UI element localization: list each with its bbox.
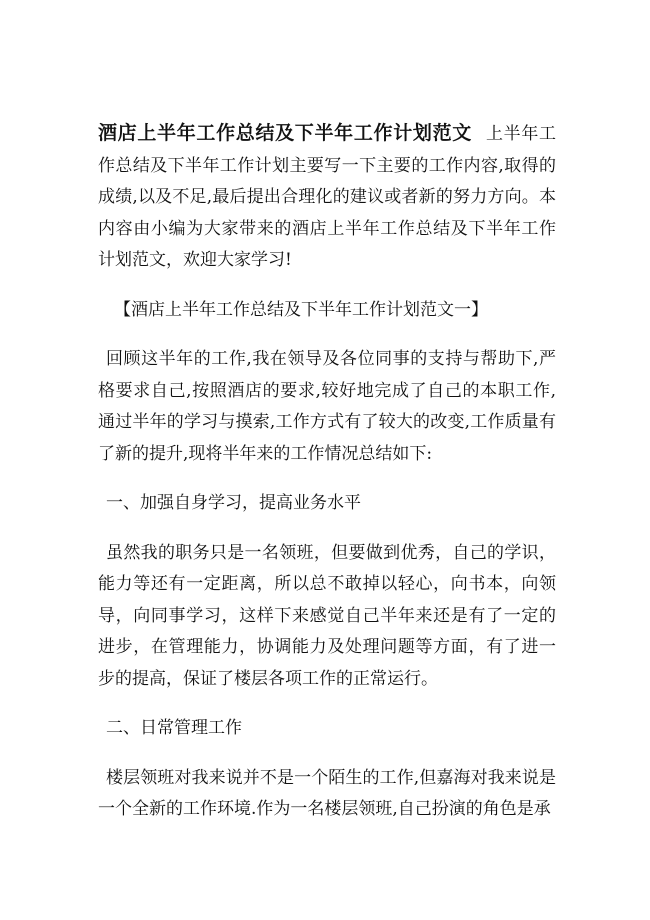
heading-study: 一、加强自身学习，提高业务水平 bbox=[106, 493, 361, 513]
intro-text: 年工作总结及下半年工作计划主要写一下主要的工作内容,取得的成绩,以及不足,最后提出合理化的建议或者新的努力方向。本内容由小编为大家带来的酒店上半年工作总结及下半年工作计划范文，欢迎大家学习! bbox=[98, 124, 557, 270]
paragraph-review: 回顾这半年的工作,我在领导及各位同事的支持与帮助下,严格要求自己,按照酒店的要求,较好地完成了自己的本职工作,通过半年的学习与摸索,工作方式有了较大的改变,工作质量有了新的提升,现将半年来的工作情况总结如下: bbox=[98, 349, 556, 464]
intro-lead: 上半 bbox=[485, 124, 522, 144]
section-title: 【酒店上半年工作总结及下半年工作计划范文一】 bbox=[114, 299, 488, 320]
document-title: 酒店上半年工作总结及下半年工作计划范文 bbox=[98, 122, 472, 144]
intro-paragraph bbox=[98, 118, 556, 277]
paragraph-study: 虽然我的职务只是一名领班，但要做到优秀，自己的学识，能力等还有一定距离，所以总不敢掉以轻心，向书本，向领导，向同事学习，这样下来感觉自己半年来还是有了一定的进步，在管理能力，协调能力及处理问题等方面，有了进一步的提高，保证了楼层各项工作的正常运行。 bbox=[98, 542, 556, 689]
paragraph-management: 楼层领班对我来说并不是一个陌生的工作,但嘉海对我来说是一个全新的工作环境.作为一名楼层领班,自己扮演的角色是承 bbox=[98, 767, 556, 819]
document-page bbox=[98, 118, 556, 826]
heading-management: 二、日常管理工作 bbox=[106, 718, 242, 738]
